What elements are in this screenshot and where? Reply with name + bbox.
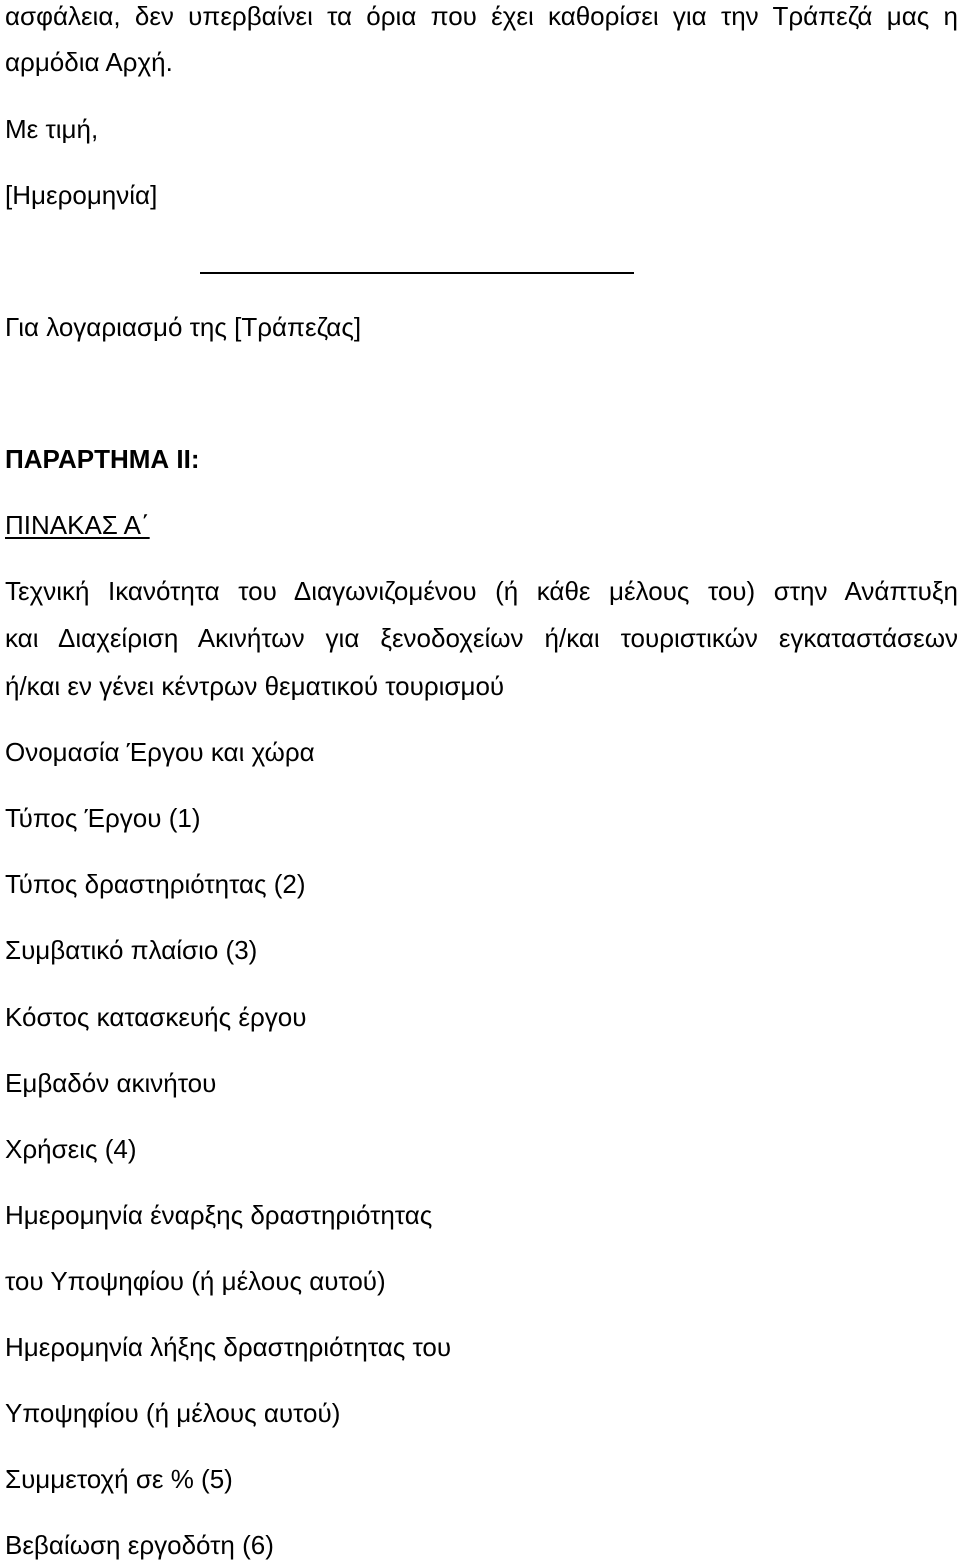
field-employer-certificate: Βεβαίωση εργοδότη (6) bbox=[5, 1530, 274, 1560]
field-activity-type: Τύπος δραστηριότητας (2) bbox=[5, 869, 306, 899]
date-placeholder: [Ημερομηνία] bbox=[5, 180, 158, 210]
field-construction-cost: Κόστος κατασκευής έργου bbox=[5, 1002, 307, 1032]
description-line-2: και Διαχείριση Ακινήτων για ξενοδοχείων ή/και τουριστικών εγκαταστάσεων bbox=[5, 623, 958, 653]
field-contract-framework: Συμβατικό πλαίσιο (3) bbox=[5, 935, 258, 965]
on-behalf-of-bank: Για λογαριασμό της [Τράπεζας] bbox=[5, 312, 362, 342]
field-project-type: Τύπος Έργου (1) bbox=[5, 803, 201, 833]
closing-text-line-2: αρμόδια Αρχή. bbox=[5, 47, 173, 77]
field-participation-percent: Συμμετοχή σε % (5) bbox=[5, 1464, 233, 1494]
field-end-date-line-1: Ημερομηνία λήξης δραστηριότητας του bbox=[5, 1332, 452, 1362]
description-line-3: ή/και εν γένει κέντρων θεματικού τουρισμού bbox=[5, 671, 505, 701]
annex-title: ΠΑΡΑΡΤΗΜΑ ΙΙ: bbox=[5, 444, 200, 474]
field-end-date-line-2: Υποψηφίου (ή μέλους αυτού) bbox=[5, 1398, 341, 1428]
table-label: ΠΙΝΑΚΑΣ Α΄ bbox=[5, 510, 150, 540]
description-line-1: Τεχνική Ικανότητα του Διαγωνιζομένου (ή κάθε μέλους του) στην Ανάπτυξη bbox=[5, 576, 958, 606]
closing-text-line-1: ασφάλεια, δεν υπερβαίνει τα όρια που έχει καθορίσει για την Τράπεζά μας η bbox=[5, 1, 958, 31]
field-project-name: Ονομασία Έργου και χώρα bbox=[5, 737, 315, 767]
salutation: Με τιμή, bbox=[5, 114, 99, 144]
signature-line bbox=[200, 272, 634, 274]
field-start-date-line-2: του Υποψηφίου (ή μέλους αυτού) bbox=[5, 1266, 386, 1296]
field-uses: Χρήσεις (4) bbox=[5, 1134, 137, 1164]
field-property-area: Εμβαδόν ακινήτου bbox=[5, 1068, 217, 1098]
field-start-date-line-1: Ημερομηνία έναρξης δραστηριότητας bbox=[5, 1200, 433, 1230]
